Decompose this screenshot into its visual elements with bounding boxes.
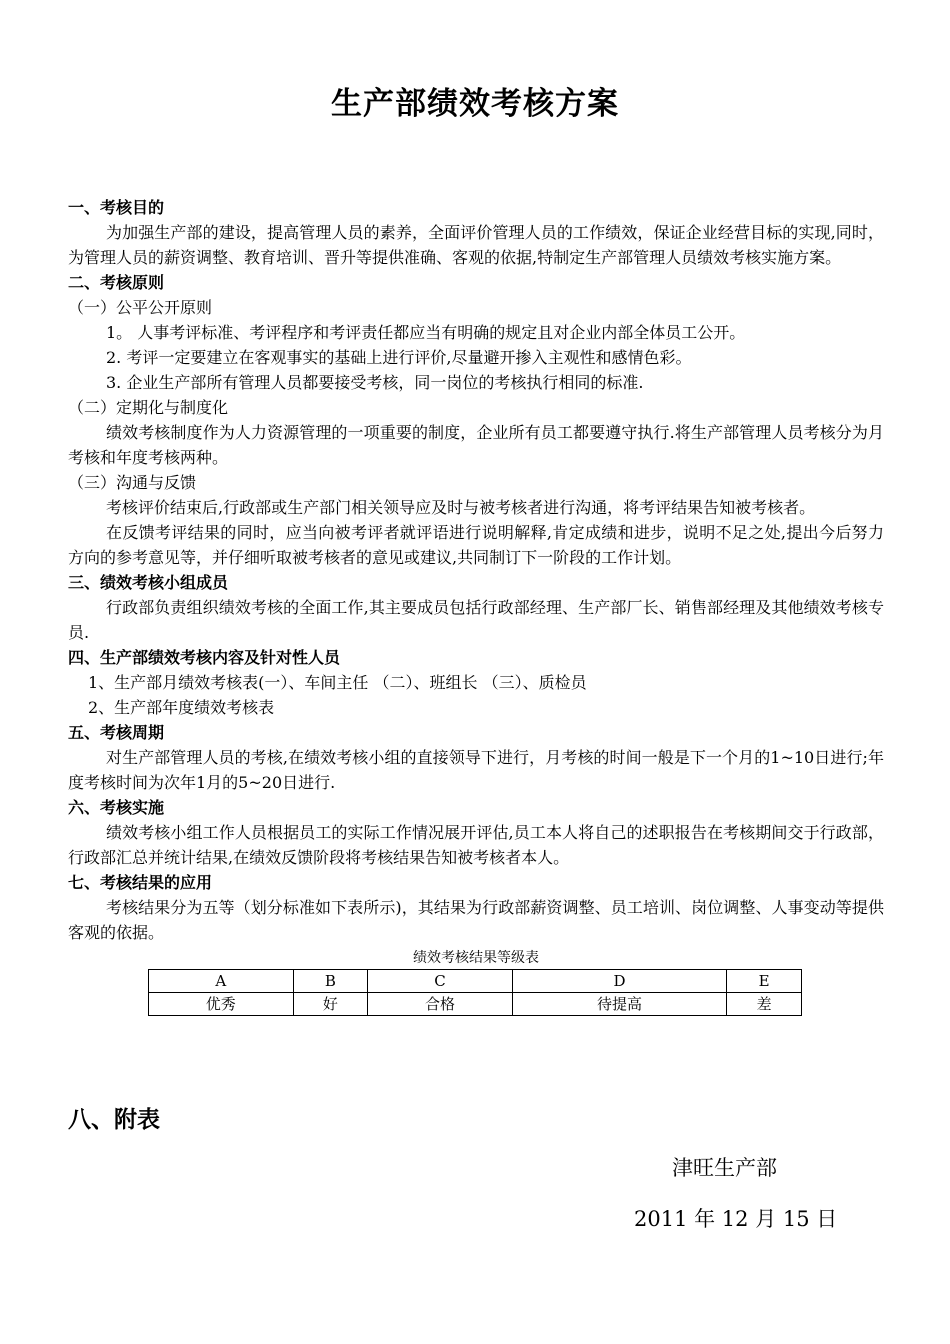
grade-cell: D	[512, 970, 727, 993]
document-body	[68, 195, 884, 1016]
rating-cell: 好	[293, 993, 368, 1016]
paragraph-cycle: 对生产部管理人员的考核,在绩效考核小组的直接领导下进行，月考核的时间一般是下一个月的1~10日进行;年度考核时间为次年1月的5~20日进行.	[68, 748, 884, 792]
section-heading-team: 三、绩效考核小组成员	[68, 573, 229, 592]
rating-cell: 待提高	[512, 993, 727, 1016]
paragraph-regular: 绩效考核制度作为人力资源管理的一项重要的制度，企业所有员工都要遵守执行.将生产部管理人员考核分为月考核和年度考核两种。	[68, 423, 884, 467]
paragraph-purpose: 为加强生产部的建设，提高管理人员的素养，全面评价管理人员的工作绩效，保证企业经营目标的实现,同时，为管理人员的薪资调整、教育培训、晋升等提供准确、客观的依据,特制定生产部管理人员绩效考核实施方案。	[68, 223, 884, 267]
grade-table	[148, 969, 802, 1016]
section-heading-principles: 二、考核原则	[68, 273, 165, 292]
grade-cell: E	[727, 970, 802, 993]
subheading-communication: （三）沟通与反馈	[68, 473, 197, 492]
list-item: 1、生产部月绩效考核表(一）、车间主任 （二）、班组长 （三）、质检员	[88, 673, 587, 692]
rating-cell: 优秀	[149, 993, 294, 1016]
grade-cell: A	[149, 970, 294, 993]
paragraph-team: 行政部负责组织绩效考核的全面工作,其主要成员包括行政部经理、生产部厂长、销售部经理及其他绩效考核专员.	[68, 598, 884, 642]
rating-cell: 合格	[368, 993, 513, 1016]
paragraph-application: 考核结果分为五等（划分标准如下表所示)，其结果为行政部薪资调整、员工培训、岗位调整、人事变动等提供客观的依据。	[68, 898, 884, 942]
paragraph-communication: 考核评价结束后,行政部或生产部门相关领导应及时与被考核者进行沟通，将考评结果告知被考核者。	[106, 498, 816, 517]
rating-cell: 差	[727, 993, 802, 1016]
table-caption: 绩效考核结果等级表	[413, 950, 539, 966]
table-row	[149, 970, 802, 993]
section-heading-appendix: 八、附表	[68, 1107, 160, 1133]
section-heading-cycle: 五、考核周期	[68, 723, 165, 742]
grade-cell: C	[368, 970, 513, 993]
list-item: 3. 企业生产部所有管理人员都要接受考核，同一岗位的考核执行相同的标准.	[106, 373, 644, 392]
list-item: 1。 人事考评标准、考评程序和考评责任都应当有明确的规定且对企业内部全体员工公开。	[106, 323, 746, 342]
signature-date: 2011 年 12 月 15 日	[634, 1207, 838, 1231]
subheading-fair-open: （一）公平公开原则	[68, 298, 213, 317]
signature-department: 津旺生产部	[672, 1156, 777, 1180]
list-item: 2、生产部年度绩效考核表	[88, 698, 275, 717]
section-heading-application: 七、考核结果的应用	[68, 873, 213, 892]
section-heading-implementation: 六、考核实施	[68, 798, 165, 817]
section-heading-purpose: 一、考核目的	[68, 198, 165, 217]
section-heading-content: 四、生产部绩效考核内容及针对性人员	[68, 648, 341, 667]
paragraph-implementation: 绩效考核小组工作人员根据员工的实际工作情况展开评估,员工本人将自己的述职报告在考核期间交于行政部，行政部汇总并统计结果,在绩效反馈阶段将考核结果告知被考核者本人。	[68, 823, 884, 867]
paragraph-feedback: 在反馈考评结果的同时，应当向被考评者就评语进行说明解释,肯定成绩和进步，说明不足之处,提出今后努力方向的参考意见等，并仔细听取被考核者的意见或建议,共同制订下一阶段的工作计划。	[68, 523, 884, 567]
subheading-regular-institutional: （二）定期化与制度化	[68, 398, 229, 417]
grade-cell: B	[293, 970, 368, 993]
table-row	[149, 993, 802, 1016]
page-title: 生产部绩效考核方案	[331, 86, 619, 122]
list-item: 2. 考评一定要建立在客观事实的基础上进行评价,尽量避开掺入主观性和感情色彩。	[106, 348, 692, 367]
